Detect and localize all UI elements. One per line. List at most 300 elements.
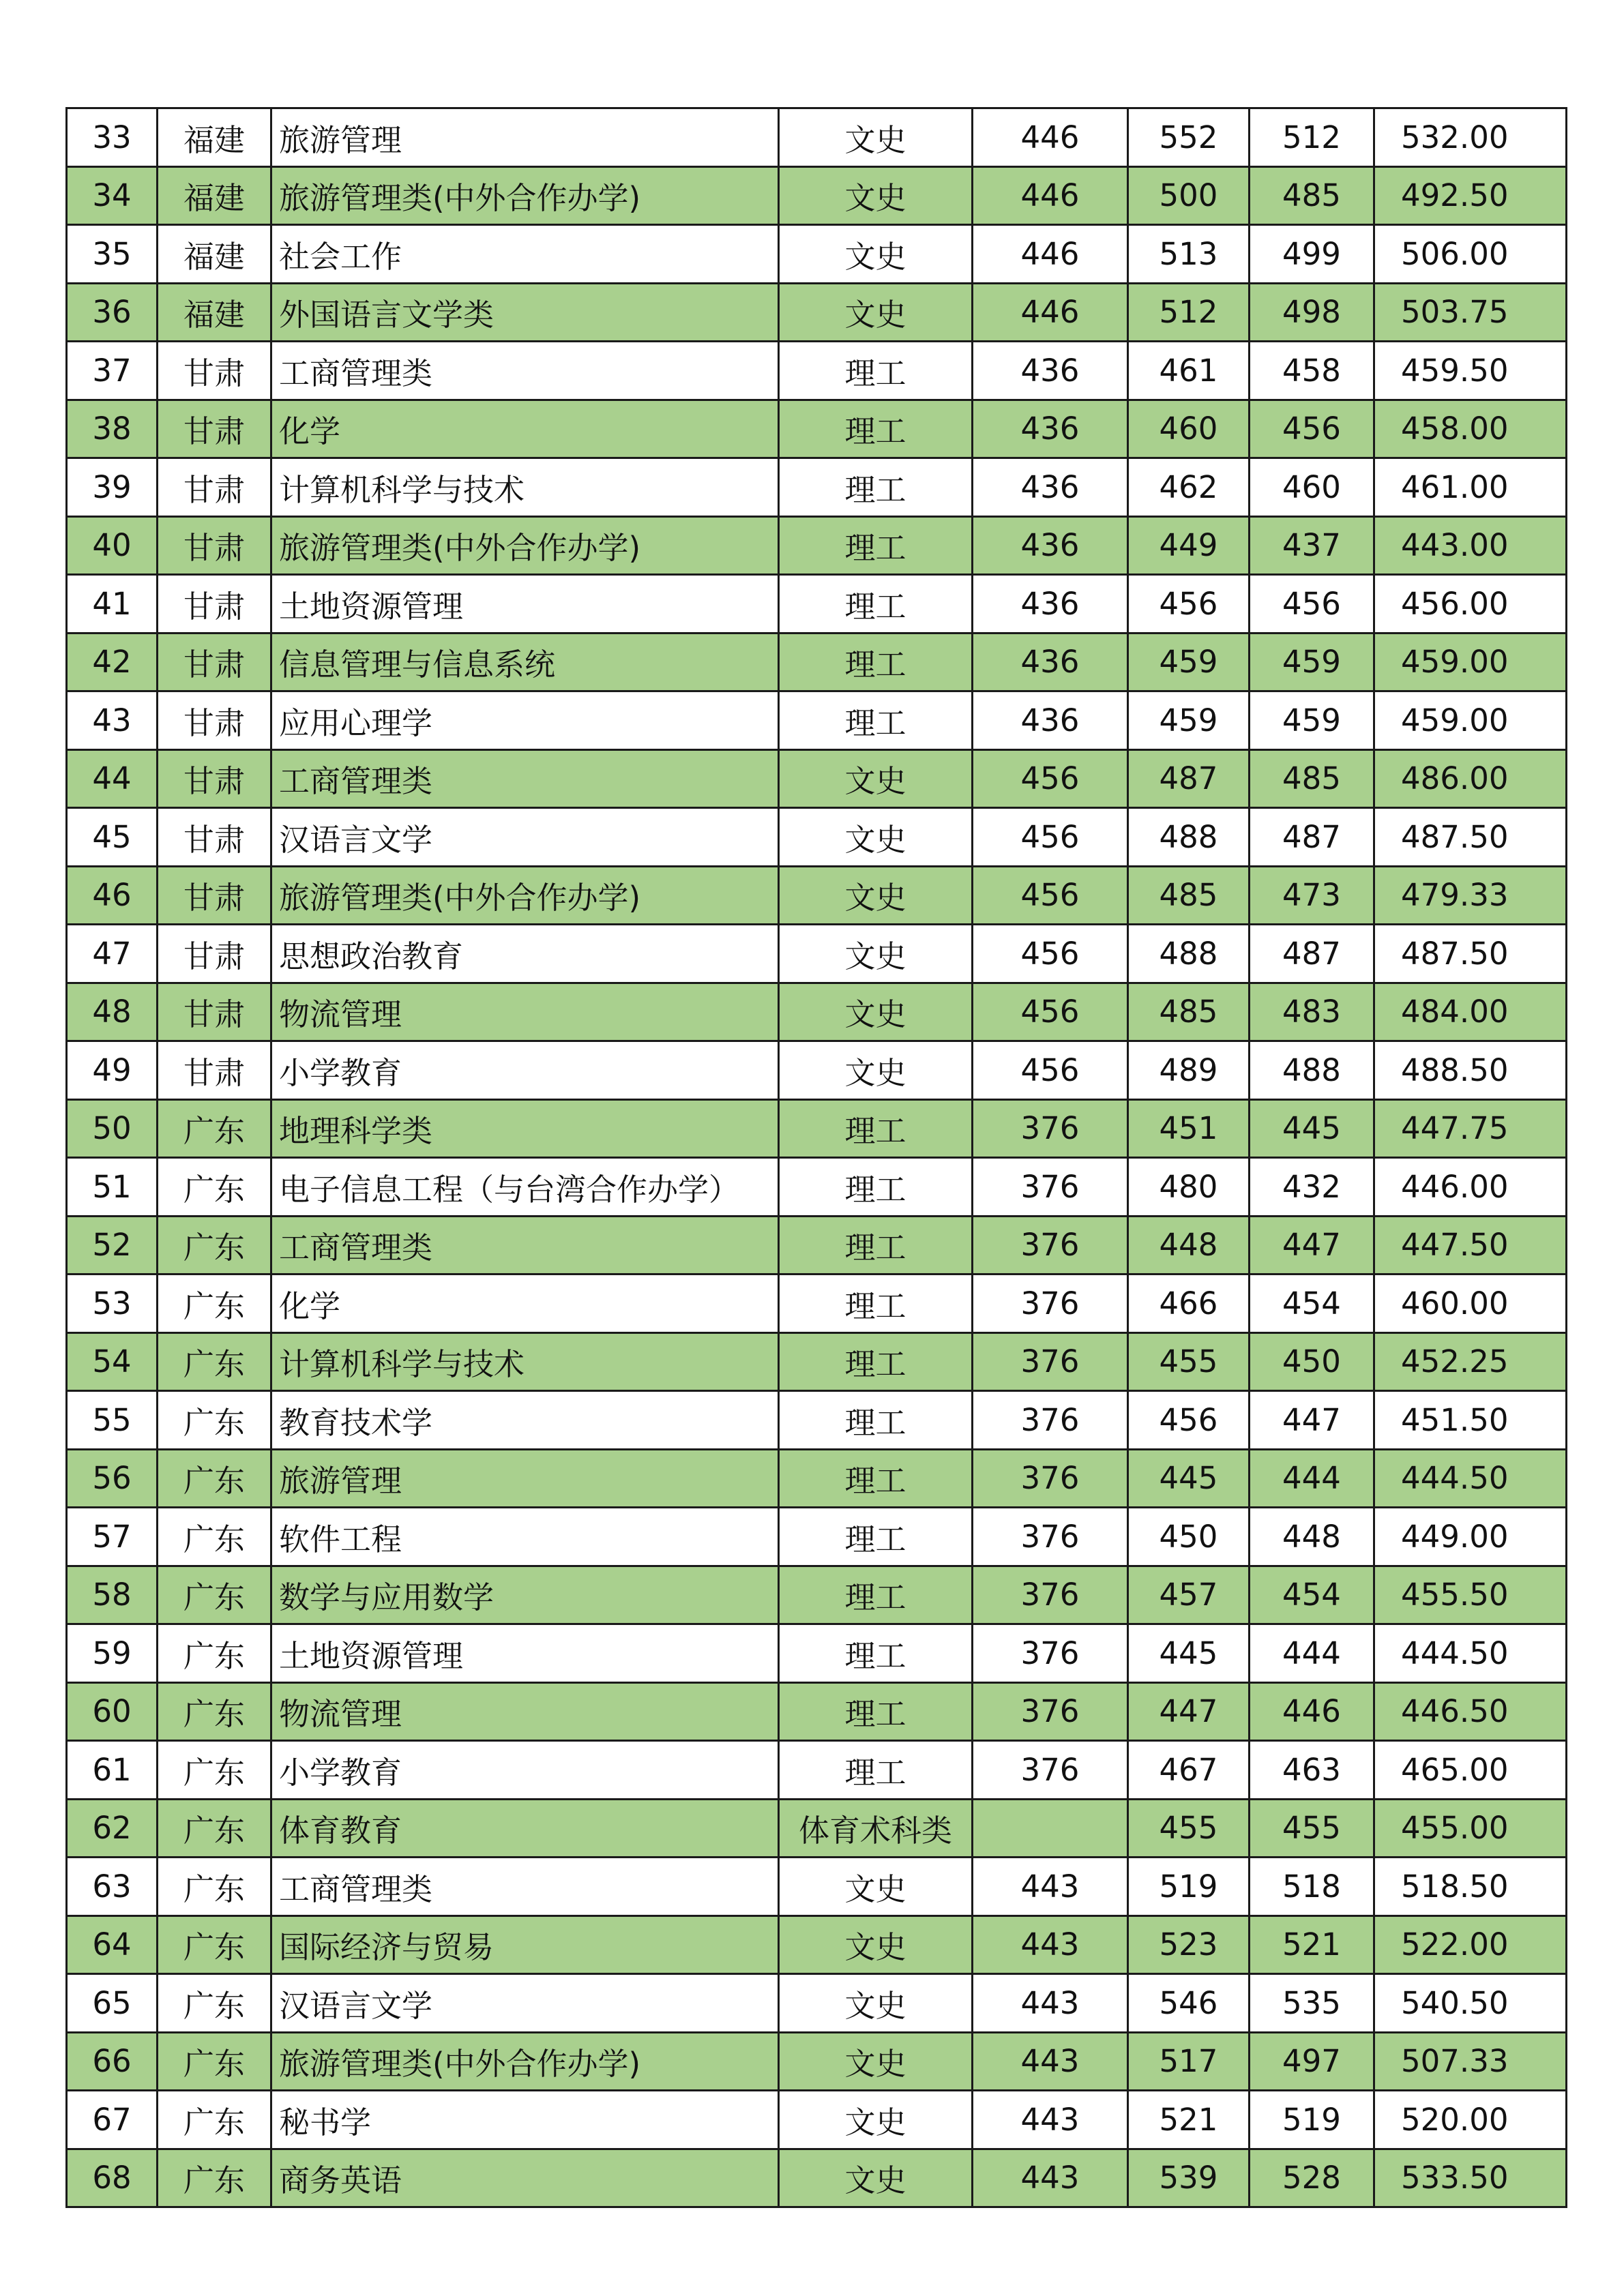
major-cell: 化学 [271, 1274, 779, 1333]
row-number: 59 [67, 1624, 158, 1683]
major-cell: 国际经济与贸易 [271, 1915, 779, 1974]
max-score-cell: 451 [1128, 1099, 1250, 1158]
max-score-cell: 485 [1128, 866, 1250, 925]
min-score-cell: 432 [1250, 1158, 1374, 1217]
major-cell: 秘书学 [271, 2091, 779, 2149]
min-score-cell: 497 [1250, 2032, 1374, 2091]
table-row [67, 866, 1567, 925]
row-number: 63 [67, 1858, 158, 1916]
major-cell: 工商管理类 [271, 1216, 779, 1274]
major-cell: 工商管理类 [271, 342, 779, 400]
min-score-cell: 459 [1250, 633, 1374, 691]
control-line-cell: 456 [973, 983, 1128, 1041]
min-score-cell: 521 [1250, 1915, 1374, 1974]
control-line-cell: 436 [973, 516, 1128, 575]
major-cell: 信息管理与信息系统 [271, 633, 779, 691]
control-line-cell: 443 [973, 2091, 1128, 2149]
major-cell: 应用心理学 [271, 691, 779, 750]
province-cell: 福建 [158, 166, 271, 225]
avg-score-cell: 507.33 [1374, 2032, 1567, 2091]
major-cell: 化学 [271, 400, 779, 458]
avg-score-cell: 479.33 [1374, 866, 1567, 925]
table-row [67, 1915, 1567, 1974]
category-cell: 理工 [779, 633, 973, 691]
max-score-cell: 461 [1128, 342, 1250, 400]
control-line-cell: 443 [973, 2032, 1128, 2091]
control-line-cell: 376 [973, 1682, 1128, 1741]
table-row [67, 2149, 1567, 2207]
min-score-cell: 485 [1250, 749, 1374, 808]
category-cell: 文史 [779, 866, 973, 925]
province-cell: 广东 [158, 1915, 271, 1974]
table-row [67, 166, 1567, 225]
avg-score-cell: 484.00 [1374, 983, 1567, 1041]
row-number: 37 [67, 342, 158, 400]
table-row [67, 925, 1567, 983]
province-cell: 甘肃 [158, 575, 271, 633]
table-row [67, 283, 1567, 342]
row-number: 52 [67, 1216, 158, 1274]
province-cell: 福建 [158, 225, 271, 284]
category-cell: 理工 [779, 1508, 973, 1566]
major-cell: 工商管理类 [271, 1858, 779, 1916]
row-number: 66 [67, 2032, 158, 2091]
province-cell: 甘肃 [158, 1041, 271, 1100]
province-cell: 广东 [158, 1449, 271, 1508]
avg-score-cell: 532.00 [1374, 108, 1567, 167]
max-score-cell: 552 [1128, 108, 1250, 167]
category-cell: 理工 [779, 458, 973, 517]
min-score-cell: 456 [1250, 575, 1374, 633]
min-score-cell: 528 [1250, 2149, 1374, 2207]
min-score-cell: 473 [1250, 866, 1374, 925]
category-cell: 理工 [779, 400, 973, 458]
major-cell: 电子信息工程（与台湾合作办学） [271, 1158, 779, 1217]
min-score-cell: 455 [1250, 1799, 1374, 1858]
max-score-cell: 488 [1128, 808, 1250, 867]
control-line-cell: 436 [973, 400, 1128, 458]
major-cell: 工商管理类 [271, 749, 779, 808]
province-cell: 福建 [158, 108, 271, 167]
row-number: 40 [67, 516, 158, 575]
category-cell: 文史 [779, 225, 973, 284]
major-cell: 旅游管理 [271, 108, 779, 167]
table-row [67, 458, 1567, 517]
category-cell: 体育术科类 [779, 1799, 973, 1858]
max-score-cell: 450 [1128, 1508, 1250, 1566]
avg-score-cell: 465.00 [1374, 1741, 1567, 1800]
min-score-cell: 456 [1250, 400, 1374, 458]
min-score-cell: 498 [1250, 283, 1374, 342]
avg-score-cell: 488.50 [1374, 1041, 1567, 1100]
province-cell: 甘肃 [158, 342, 271, 400]
avg-score-cell: 459.50 [1374, 342, 1567, 400]
row-number: 56 [67, 1449, 158, 1508]
category-cell: 文史 [779, 808, 973, 867]
max-score-cell: 512 [1128, 283, 1250, 342]
control-line-cell: 446 [973, 225, 1128, 284]
table-row [67, 1858, 1567, 1916]
min-score-cell: 512 [1250, 108, 1374, 167]
category-cell: 文史 [779, 283, 973, 342]
max-score-cell: 459 [1128, 691, 1250, 750]
min-score-cell: 487 [1250, 925, 1374, 983]
min-score-cell: 458 [1250, 342, 1374, 400]
category-cell: 文史 [779, 983, 973, 1041]
max-score-cell: 455 [1128, 1332, 1250, 1391]
control-line-cell: 376 [973, 1216, 1128, 1274]
max-score-cell: 539 [1128, 2149, 1250, 2207]
avg-score-cell: 444.50 [1374, 1449, 1567, 1508]
category-cell: 文史 [779, 925, 973, 983]
major-cell: 旅游管理类(中外合作办学) [271, 866, 779, 925]
row-number: 53 [67, 1274, 158, 1333]
control-line-cell: 436 [973, 342, 1128, 400]
table-row [67, 1799, 1567, 1858]
table-row [67, 1682, 1567, 1741]
major-cell: 物流管理 [271, 1682, 779, 1741]
province-cell: 广东 [158, 1508, 271, 1566]
category-cell: 文史 [779, 1915, 973, 1974]
category-cell: 文史 [779, 108, 973, 167]
province-cell: 广东 [158, 1566, 271, 1624]
min-score-cell: 488 [1250, 1041, 1374, 1100]
control-line-cell: 376 [973, 1624, 1128, 1683]
major-cell: 小学教育 [271, 1741, 779, 1800]
control-line-cell: 446 [973, 108, 1128, 167]
control-line-cell: 376 [973, 1508, 1128, 1566]
province-cell: 广东 [158, 1624, 271, 1683]
avg-score-cell: 447.50 [1374, 1216, 1567, 1274]
control-line-cell: 443 [973, 1858, 1128, 1916]
category-cell: 理工 [779, 1449, 973, 1508]
min-score-cell: 446 [1250, 1682, 1374, 1741]
control-line-cell: 456 [973, 749, 1128, 808]
row-number: 46 [67, 866, 158, 925]
max-score-cell: 466 [1128, 1274, 1250, 1333]
category-cell: 理工 [779, 1624, 973, 1683]
min-score-cell: 448 [1250, 1508, 1374, 1566]
control-line-cell: 443 [973, 1915, 1128, 1974]
province-cell: 广东 [158, 1682, 271, 1741]
category-cell: 理工 [779, 1158, 973, 1217]
province-cell: 广东 [158, 1158, 271, 1217]
row-number: 55 [67, 1391, 158, 1450]
category-cell: 理工 [779, 1682, 973, 1741]
control-line-cell: 376 [973, 1566, 1128, 1624]
control-line-cell: 376 [973, 1741, 1128, 1800]
table-row [67, 691, 1567, 750]
category-cell: 理工 [779, 1391, 973, 1450]
row-number: 61 [67, 1741, 158, 1800]
category-cell: 文史 [779, 1858, 973, 1916]
min-score-cell: 454 [1250, 1274, 1374, 1333]
min-score-cell: 499 [1250, 225, 1374, 284]
category-cell: 理工 [779, 1099, 973, 1158]
table-row [67, 1449, 1567, 1508]
province-cell: 广东 [158, 2149, 271, 2207]
category-cell: 理工 [779, 1274, 973, 1333]
category-cell: 文史 [779, 166, 973, 225]
table-row [67, 633, 1567, 691]
control-line-cell: 436 [973, 458, 1128, 517]
row-number: 33 [67, 108, 158, 167]
province-cell: 广东 [158, 1858, 271, 1916]
table-row [67, 1041, 1567, 1100]
avg-score-cell: 486.00 [1374, 749, 1567, 808]
table-row [67, 983, 1567, 1041]
table-row [67, 1624, 1567, 1683]
table-row [67, 749, 1567, 808]
major-cell: 旅游管理类(中外合作办学) [271, 166, 779, 225]
category-cell: 理工 [779, 1216, 973, 1274]
category-cell: 理工 [779, 575, 973, 633]
province-cell: 甘肃 [158, 633, 271, 691]
province-cell: 甘肃 [158, 400, 271, 458]
table-row [67, 1566, 1567, 1624]
province-cell: 广东 [158, 1974, 271, 2033]
province-cell: 甘肃 [158, 983, 271, 1041]
control-line-cell: 436 [973, 691, 1128, 750]
table-row [67, 342, 1567, 400]
max-score-cell: 521 [1128, 2091, 1250, 2149]
avg-score-cell: 540.50 [1374, 1974, 1567, 2033]
min-score-cell: 463 [1250, 1741, 1374, 1800]
max-score-cell: 445 [1128, 1449, 1250, 1508]
admission-score-table [65, 107, 1567, 2208]
table-row [67, 516, 1567, 575]
min-score-cell: 518 [1250, 1858, 1374, 1916]
table-row [67, 108, 1567, 167]
province-cell: 甘肃 [158, 925, 271, 983]
major-cell: 计算机科学与技术 [271, 1332, 779, 1391]
category-cell: 文史 [779, 2149, 973, 2207]
row-number: 57 [67, 1508, 158, 1566]
max-score-cell: 500 [1128, 166, 1250, 225]
control-line-cell: 376 [973, 1332, 1128, 1391]
max-score-cell: 517 [1128, 2032, 1250, 2091]
min-score-cell: 447 [1250, 1391, 1374, 1450]
avg-score-cell: 460.00 [1374, 1274, 1567, 1333]
control-line-cell: 376 [973, 1158, 1128, 1217]
control-line-cell: 446 [973, 283, 1128, 342]
major-cell: 数学与应用数学 [271, 1566, 779, 1624]
max-score-cell: 513 [1128, 225, 1250, 284]
province-cell: 广东 [158, 1099, 271, 1158]
row-number: 39 [67, 458, 158, 517]
table-row [67, 808, 1567, 867]
category-cell: 理工 [779, 1741, 973, 1800]
control-line-cell: 456 [973, 808, 1128, 867]
min-score-cell: 535 [1250, 1974, 1374, 2033]
table-row [67, 575, 1567, 633]
major-cell: 旅游管理类(中外合作办学) [271, 516, 779, 575]
table-row [67, 1741, 1567, 1800]
max-score-cell: 467 [1128, 1741, 1250, 1800]
major-cell: 外国语言文学类 [271, 283, 779, 342]
category-cell: 文史 [779, 1041, 973, 1100]
row-number: 44 [67, 749, 158, 808]
min-score-cell: 445 [1250, 1099, 1374, 1158]
category-cell: 理工 [779, 516, 973, 575]
row-number: 68 [67, 2149, 158, 2207]
min-score-cell: 485 [1250, 166, 1374, 225]
table-row [67, 1332, 1567, 1391]
major-cell: 教育技术学 [271, 1391, 779, 1450]
row-number: 62 [67, 1799, 158, 1858]
table-row [67, 1158, 1567, 1217]
province-cell: 甘肃 [158, 691, 271, 750]
max-score-cell: 448 [1128, 1216, 1250, 1274]
major-cell: 计算机科学与技术 [271, 458, 779, 517]
category-cell: 理工 [779, 342, 973, 400]
avg-score-cell: 487.50 [1374, 925, 1567, 983]
min-score-cell: 487 [1250, 808, 1374, 867]
min-score-cell: 454 [1250, 1566, 1374, 1624]
avg-score-cell: 446.00 [1374, 1158, 1567, 1217]
row-number: 54 [67, 1332, 158, 1391]
max-score-cell: 445 [1128, 1624, 1250, 1683]
max-score-cell: 489 [1128, 1041, 1250, 1100]
avg-score-cell: 452.25 [1374, 1332, 1567, 1391]
row-number: 45 [67, 808, 158, 867]
max-score-cell: 447 [1128, 1682, 1250, 1741]
province-cell: 广东 [158, 2032, 271, 2091]
max-score-cell: 456 [1128, 1391, 1250, 1450]
min-score-cell: 444 [1250, 1449, 1374, 1508]
avg-score-cell: 447.75 [1374, 1099, 1567, 1158]
avg-score-cell: 518.50 [1374, 1858, 1567, 1916]
control-line-cell: 443 [973, 2149, 1128, 2207]
category-cell: 文史 [779, 2032, 973, 2091]
avg-score-cell: 458.00 [1374, 400, 1567, 458]
province-cell: 福建 [158, 283, 271, 342]
table-row [67, 1274, 1567, 1333]
control-line-cell: 436 [973, 633, 1128, 691]
min-score-cell: 444 [1250, 1624, 1374, 1683]
province-cell: 甘肃 [158, 749, 271, 808]
province-cell: 广东 [158, 1332, 271, 1391]
province-cell: 广东 [158, 2091, 271, 2149]
major-cell: 旅游管理类(中外合作办学) [271, 2032, 779, 2091]
avg-score-cell: 444.50 [1374, 1624, 1567, 1683]
province-cell: 广东 [158, 1216, 271, 1274]
major-cell: 物流管理 [271, 983, 779, 1041]
avg-score-cell: 449.00 [1374, 1508, 1567, 1566]
major-cell: 汉语言文学 [271, 1974, 779, 2033]
major-cell: 地理科学类 [271, 1099, 779, 1158]
max-score-cell: 519 [1128, 1858, 1250, 1916]
control-line-cell: 436 [973, 575, 1128, 633]
row-number: 50 [67, 1099, 158, 1158]
table-row [67, 1508, 1567, 1566]
control-line-cell: 376 [973, 1274, 1128, 1333]
avg-score-cell: 443.00 [1374, 516, 1567, 575]
row-number: 34 [67, 166, 158, 225]
min-score-cell: 459 [1250, 691, 1374, 750]
max-score-cell: 456 [1128, 575, 1250, 633]
category-cell: 文史 [779, 749, 973, 808]
row-number: 41 [67, 575, 158, 633]
avg-score-cell: 455.00 [1374, 1799, 1567, 1858]
control-line-cell: 376 [973, 1099, 1128, 1158]
row-number: 49 [67, 1041, 158, 1100]
category-cell: 理工 [779, 1332, 973, 1391]
major-cell: 体育教育 [271, 1799, 779, 1858]
row-number: 48 [67, 983, 158, 1041]
max-score-cell: 488 [1128, 925, 1250, 983]
province-cell: 甘肃 [158, 516, 271, 575]
table-row [67, 2032, 1567, 2091]
min-score-cell: 450 [1250, 1332, 1374, 1391]
major-cell: 软件工程 [271, 1508, 779, 1566]
category-cell: 理工 [779, 691, 973, 750]
row-number: 51 [67, 1158, 158, 1217]
max-score-cell: 546 [1128, 1974, 1250, 2033]
control-line-cell: 443 [973, 1974, 1128, 2033]
province-cell: 甘肃 [158, 808, 271, 867]
avg-score-cell: 492.50 [1374, 166, 1567, 225]
major-cell: 土地资源管理 [271, 1624, 779, 1683]
row-number: 64 [67, 1915, 158, 1974]
row-number: 47 [67, 925, 158, 983]
avg-score-cell: 456.00 [1374, 575, 1567, 633]
avg-score-cell: 446.50 [1374, 1682, 1567, 1741]
row-number: 35 [67, 225, 158, 284]
control-line-cell: 456 [973, 866, 1128, 925]
avg-score-cell: 451.50 [1374, 1391, 1567, 1450]
row-number: 60 [67, 1682, 158, 1741]
control-line-cell: 446 [973, 166, 1128, 225]
avg-score-cell: 520.00 [1374, 2091, 1567, 2149]
table-row [67, 2091, 1567, 2149]
table-row [67, 225, 1567, 284]
row-number: 58 [67, 1566, 158, 1624]
category-cell: 文史 [779, 1974, 973, 2033]
category-cell: 理工 [779, 1566, 973, 1624]
min-score-cell: 447 [1250, 1216, 1374, 1274]
min-score-cell: 483 [1250, 983, 1374, 1041]
max-score-cell: 523 [1128, 1915, 1250, 1974]
max-score-cell: 449 [1128, 516, 1250, 575]
min-score-cell: 460 [1250, 458, 1374, 517]
major-cell: 思想政治教育 [271, 925, 779, 983]
major-cell: 小学教育 [271, 1041, 779, 1100]
avg-score-cell: 461.00 [1374, 458, 1567, 517]
province-cell: 广东 [158, 1274, 271, 1333]
table-row [67, 1974, 1567, 2033]
row-number: 43 [67, 691, 158, 750]
row-number: 36 [67, 283, 158, 342]
table-row [67, 400, 1567, 458]
major-cell: 商务英语 [271, 2149, 779, 2207]
avg-score-cell: 533.50 [1374, 2149, 1567, 2207]
max-score-cell: 460 [1128, 400, 1250, 458]
control-line-cell: 456 [973, 925, 1128, 983]
table-row [67, 1099, 1567, 1158]
row-number: 42 [67, 633, 158, 691]
row-number: 38 [67, 400, 158, 458]
max-score-cell: 459 [1128, 633, 1250, 691]
control-line-cell: 456 [973, 1041, 1128, 1100]
major-cell: 社会工作 [271, 225, 779, 284]
avg-score-cell: 459.00 [1374, 691, 1567, 750]
row-number: 67 [67, 2091, 158, 2149]
max-score-cell: 462 [1128, 458, 1250, 517]
province-cell: 广东 [158, 1741, 271, 1800]
avg-score-cell: 506.00 [1374, 225, 1567, 284]
major-cell: 汉语言文学 [271, 808, 779, 867]
